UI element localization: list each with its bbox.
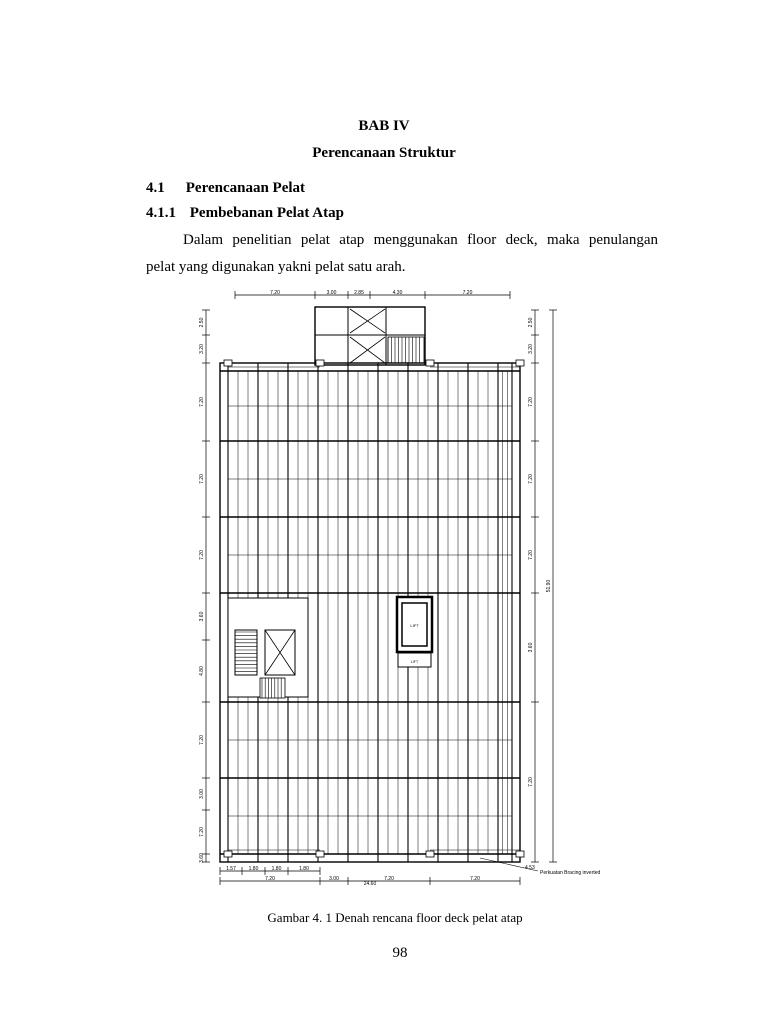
paragraph-line-2: pelat yang digunakan yakni pelat satu arah. — [146, 259, 406, 275]
bracing-marker — [224, 851, 232, 857]
bottom-dimension-label: 1.80 — [248, 866, 259, 872]
section-title: Pembebanan Pelat Atap — [189, 205, 344, 221]
left-dimension-label: 7.20 — [199, 397, 205, 407]
floor-plan-figure — [180, 285, 600, 885]
bracing-marker — [516, 851, 524, 857]
bottom-dimension-label: 1.80 — [299, 866, 309, 872]
left-dimension-label: 2.50 — [199, 317, 205, 328]
bracing-marker — [316, 851, 324, 857]
right-dimension-label: 3.60 — [528, 642, 534, 653]
left-dimension-label: 3.20 — [199, 344, 205, 354]
left-dimension-label: 3.00 — [199, 789, 205, 799]
bracing-annotation: Perkuatan Bracing inverted-V — [540, 870, 600, 876]
left-dimension-label: 7.20 — [199, 474, 205, 484]
right-dimension-label: 7.20 — [528, 397, 534, 407]
top-dimension-label: 2.85 — [354, 290, 364, 296]
section-number: 4.1 — [146, 180, 165, 196]
top-dimension-label: 4.30 — [392, 290, 403, 296]
top-dimension-label: 7.20 — [462, 290, 473, 296]
bottom-dimension-label: 7.20 — [265, 876, 275, 882]
bracing-marker — [426, 851, 434, 857]
bottom-dimension-label: 7.20 — [384, 876, 394, 882]
section-heading-4-1 — [146, 180, 305, 197]
left-dimension-label: 3.60 — [199, 611, 205, 622]
lift-label: LIFT — [410, 623, 419, 628]
left-dimension-label: 4.80 — [199, 666, 205, 676]
bottom-total-label: 24.60 — [363, 881, 377, 885]
section-heading-4-1-1 — [146, 205, 344, 222]
bracing-marker — [224, 360, 232, 366]
left-dimension-label: 7.20 — [199, 550, 205, 560]
page-number: 98 — [392, 945, 408, 961]
bracing-marker — [426, 360, 434, 366]
side-dimension-label: 4.53 — [525, 865, 535, 871]
body-paragraph — [146, 227, 658, 281]
right-dimension-label: 7.20 — [528, 474, 534, 484]
top-dimension-label: 7.20 — [270, 290, 280, 296]
bracing-marker — [316, 360, 324, 366]
left-dimension-label: 7.20 — [199, 827, 205, 837]
figure-caption: Gambar 4. 1 Denah rencana floor deck pelat atap — [267, 910, 523, 925]
chapter-title: BAB IV — [358, 118, 410, 134]
right-dimension-label: 3.20 — [528, 344, 534, 354]
section-title: Perencanaan Pelat — [185, 180, 306, 196]
chapter-subtitle: Perencanaan Struktur — [312, 145, 456, 161]
right-dimension-label: 2.50 — [528, 317, 534, 328]
right-dimension-label: 7.20 — [528, 777, 534, 787]
bottom-dimension-label: 3.00 — [329, 876, 339, 882]
left-dimension-label: 3.60 — [199, 853, 205, 863]
paragraph-line-1: Dalam penelitian pelat atap menggunakan floor deck, maka penulangan — [183, 232, 658, 248]
bottom-dimension-label: 1.80 — [271, 866, 282, 872]
floor-plan-drawing — [180, 285, 600, 885]
top-dimension-label: 3.00 — [326, 290, 337, 296]
bottom-dimension-label: 7.20 — [470, 876, 480, 882]
lift-lobby-label: LIFT — [410, 660, 419, 664]
right-dimension-label: 7.20 — [528, 550, 534, 560]
bracing-marker — [516, 360, 524, 366]
stair-outline — [388, 337, 424, 363]
section-number: 4.1.1 — [146, 205, 176, 221]
left-dimension-label: 7.20 — [199, 735, 205, 745]
penthouse-outline — [315, 307, 425, 365]
bottom-dimension-label: 1.57 — [226, 866, 236, 872]
right-total-label: 51.90 — [546, 579, 552, 593]
